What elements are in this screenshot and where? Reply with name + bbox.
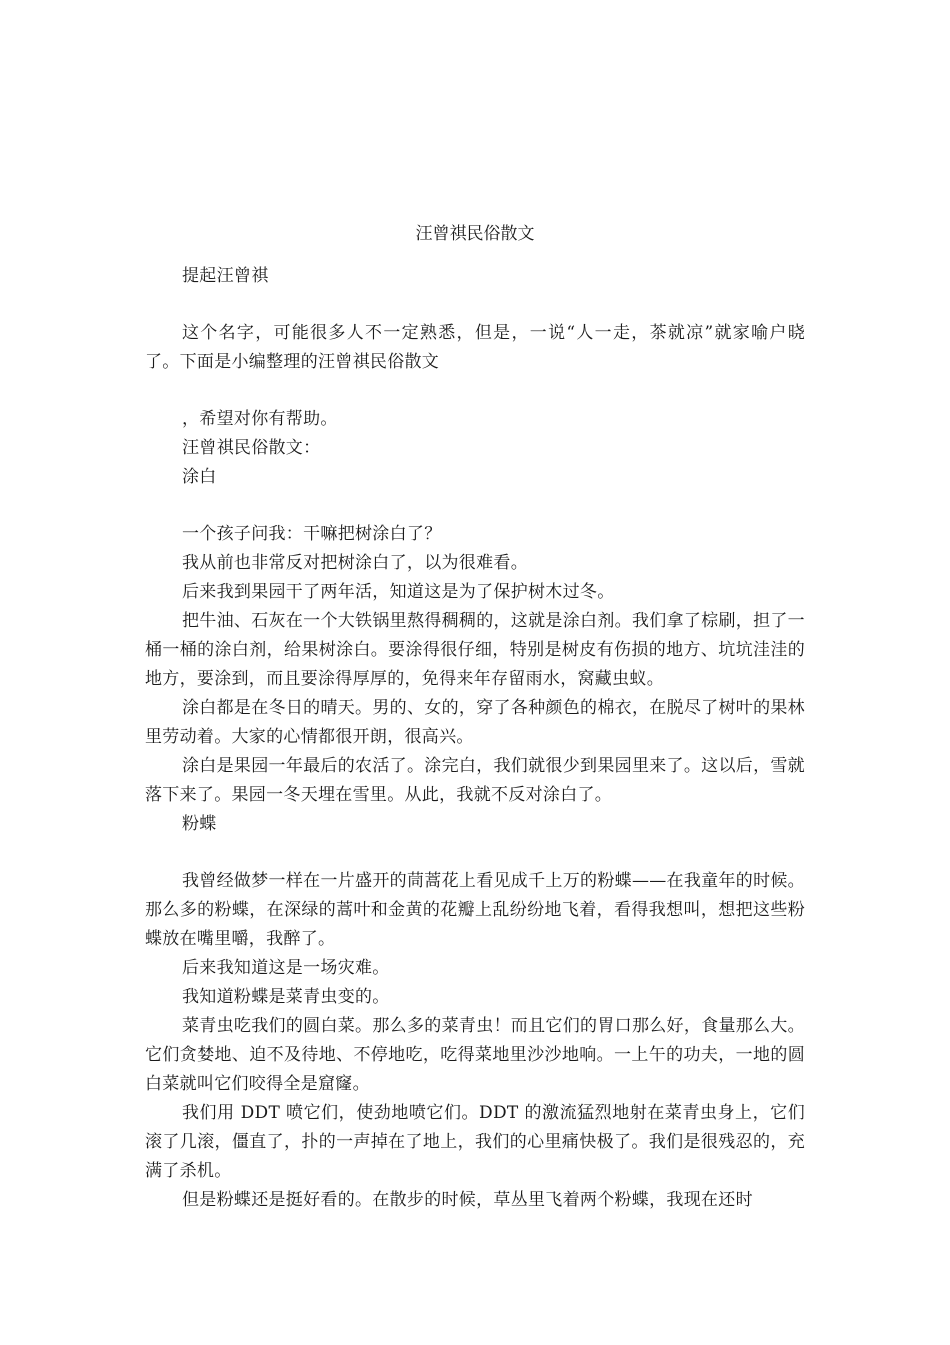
paragraph-essay-label: 汪曾祺民俗散文：	[182, 438, 321, 458]
paragraph: 菜青虫吃我们的圆白菜。那么多的菜青虫！而且它们的胃口那么好，食量那么大。它们贪婪地、迫不及待地、不停地吃，吃得菜地里沙沙地响。一上午的功夫，一地的圆白菜就叫它们咬得全是窟窿。	[145, 1016, 805, 1094]
paragraph: 涂白是果园一年最后的农活了。涂完白，我们就很少到果园里来了。这以后，雪就落下来了。果园一冬天埋在雪里。从此，我就不反对涂白了。	[145, 756, 805, 805]
section-heading-tubai: 涂白	[182, 467, 217, 487]
paragraph: 我们用 DDT 喷它们，使劲地喷它们。DDT 的激流猛烈地射在菜青虫身上，它们滚了几滚，僵直了，扑的一声掉在了地上，我们的心里痛快极了。我们是很残忍的，充满了杀机。	[145, 1103, 805, 1181]
paragraph: 我知道粉蝶是菜青虫变的。	[182, 987, 390, 1007]
paragraph: 后来我知道这是一场灾难。	[182, 958, 390, 978]
paragraph: 一个孩子问我：干嘛把树涂白了？	[182, 524, 442, 544]
document-title: 汪曾祺民俗散文	[415, 224, 535, 244]
paragraph: 但是粉蝶还是挺好看的。在散步的时候，草丛里飞着两个粉蝶，我现在还时	[182, 1190, 753, 1210]
paragraph: 把牛油、石灰在一个大铁锅里熬得稠稠的，这就是涂白剂。我们拿了棕刷，担了一桶一桶的涂白剂，给果树涂白。要涂得很仔细，特别是树皮有伤损的地方、坑坑洼洼的地方，要涂到，而且要涂得厚厚的，免得来年存留雨水，窝藏虫蚁。	[145, 611, 805, 689]
paragraph-intro-heading: 提起汪曾祺	[182, 266, 269, 286]
paragraph: 我从前也非常反对把树涂白了，以为很难看。	[182, 553, 528, 573]
section-heading-fendie: 粉蝶	[182, 814, 217, 834]
paragraph-intro: 这个名字，可能很多人不一定熟悉，但是，一说“人一走，茶就凉”就家喻户晓了。下面是小编整理的汪曾祺民俗散文	[145, 323, 805, 372]
paragraph: 后来我到果园干了两年活，知道这是为了保护树木过冬。	[182, 582, 615, 602]
paragraph: 涂白都是在冬日的晴天。男的、女的，穿了各种颜色的棉衣，在脱尽了树叶的果林里劳动着。大家的心情都很开朗，很高兴。	[145, 698, 805, 747]
document-body	[145, 262, 805, 1215]
paragraph: 我曾经做梦一样在一片盛开的茼蒿花上看见成千上万的粉蝶——在我童年的时候。那么多的粉蝶，在深绿的蒿叶和金黄的花瓣上乱纷纷地飞着，看得我想叫，想把这些粉蝶放在嘴里嚼，我醉了。	[145, 871, 805, 949]
paragraph-intro-continued: ，希望对你有帮助。	[182, 409, 338, 429]
